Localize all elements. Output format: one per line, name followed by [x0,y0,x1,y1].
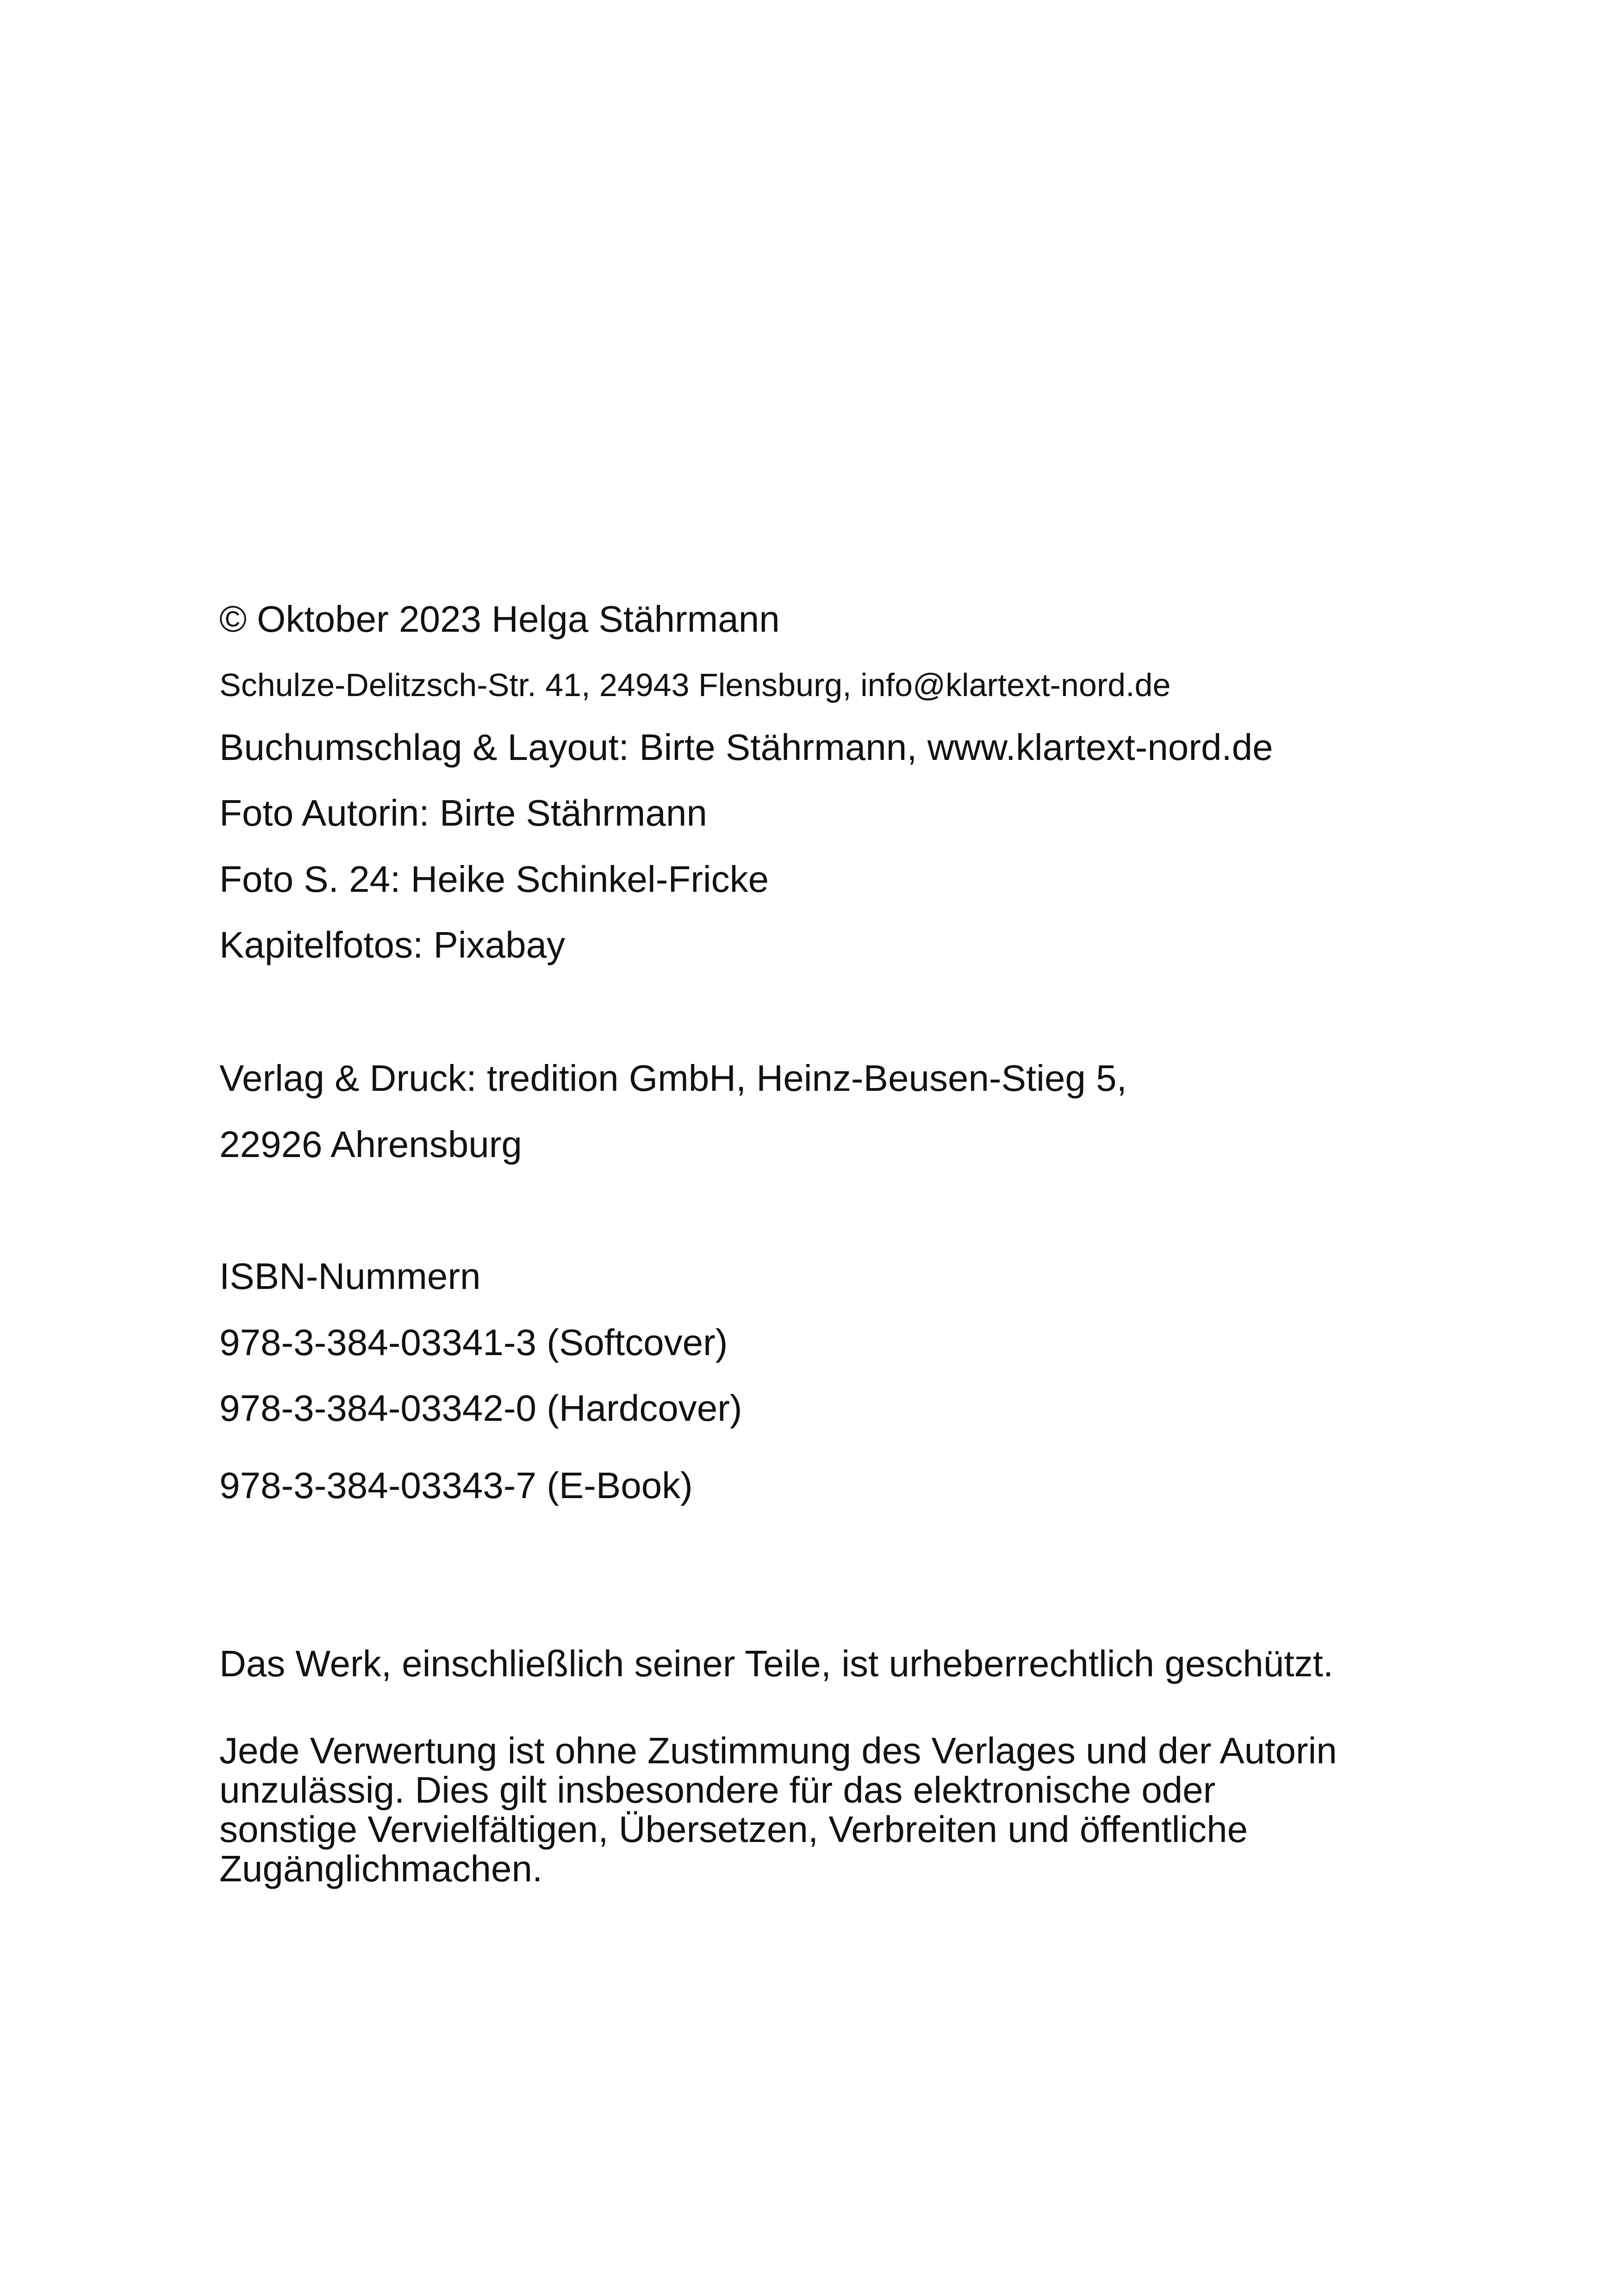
photo-page-credit: Foto S. 24: Heike Schinkel-Fricke [219,859,769,900]
usage-restriction-paragraph [219,1731,1337,1888]
publisher-line-2: 22926 Ahrensburg [219,1124,522,1165]
copyright-line: © Oktober 2023 Helga Stährmann [219,598,780,640]
isbn-heading: ISBN-Nummern [219,1256,481,1297]
photo-author-credit: Foto Autorin: Birte Stährmann [219,792,707,834]
chapter-photos-credit: Kapitelfotos: Pixabay [219,924,566,965]
usage-restriction-line: Jede Verwertung ist ohne Zustimmung des Verlages und der Autorin [219,1730,1337,1771]
copyright-notice: Das Werk, einschließlich seiner Teile, ist urheberrechtlich geschützt. [219,1643,1333,1684]
isbn-ebook: 978-3-384-03343-7 (E-Book) [219,1465,693,1506]
isbn-softcover: 978-3-384-03341-3 (Softcover) [219,1322,728,1363]
publisher-line-1: Verlag & Druck: tredition GmbH, Heinz-Beusen-Stieg 5, [219,1058,1127,1099]
usage-restriction-line: sonstige Vervielfältigen, Übersetzen, Verbreiten und öffentliche [219,1809,1248,1850]
address-line: Schulze-Delitzsch-Str. 41, 24943 Flensburg, info@klartext-nord.de [219,667,1171,703]
usage-restriction-line: Zugänglichmachen. [219,1848,543,1889]
isbn-hardcover: 978-3-384-03342-0 (Hardcover) [219,1388,742,1429]
cover-layout-credit: Buchumschlag & Layout: Birte Stährmann, www.klartext-nord.de [219,727,1273,768]
usage-restriction-line: unzulässig. Dies gilt insbesondere für das elektronische oder [219,1769,1216,1811]
